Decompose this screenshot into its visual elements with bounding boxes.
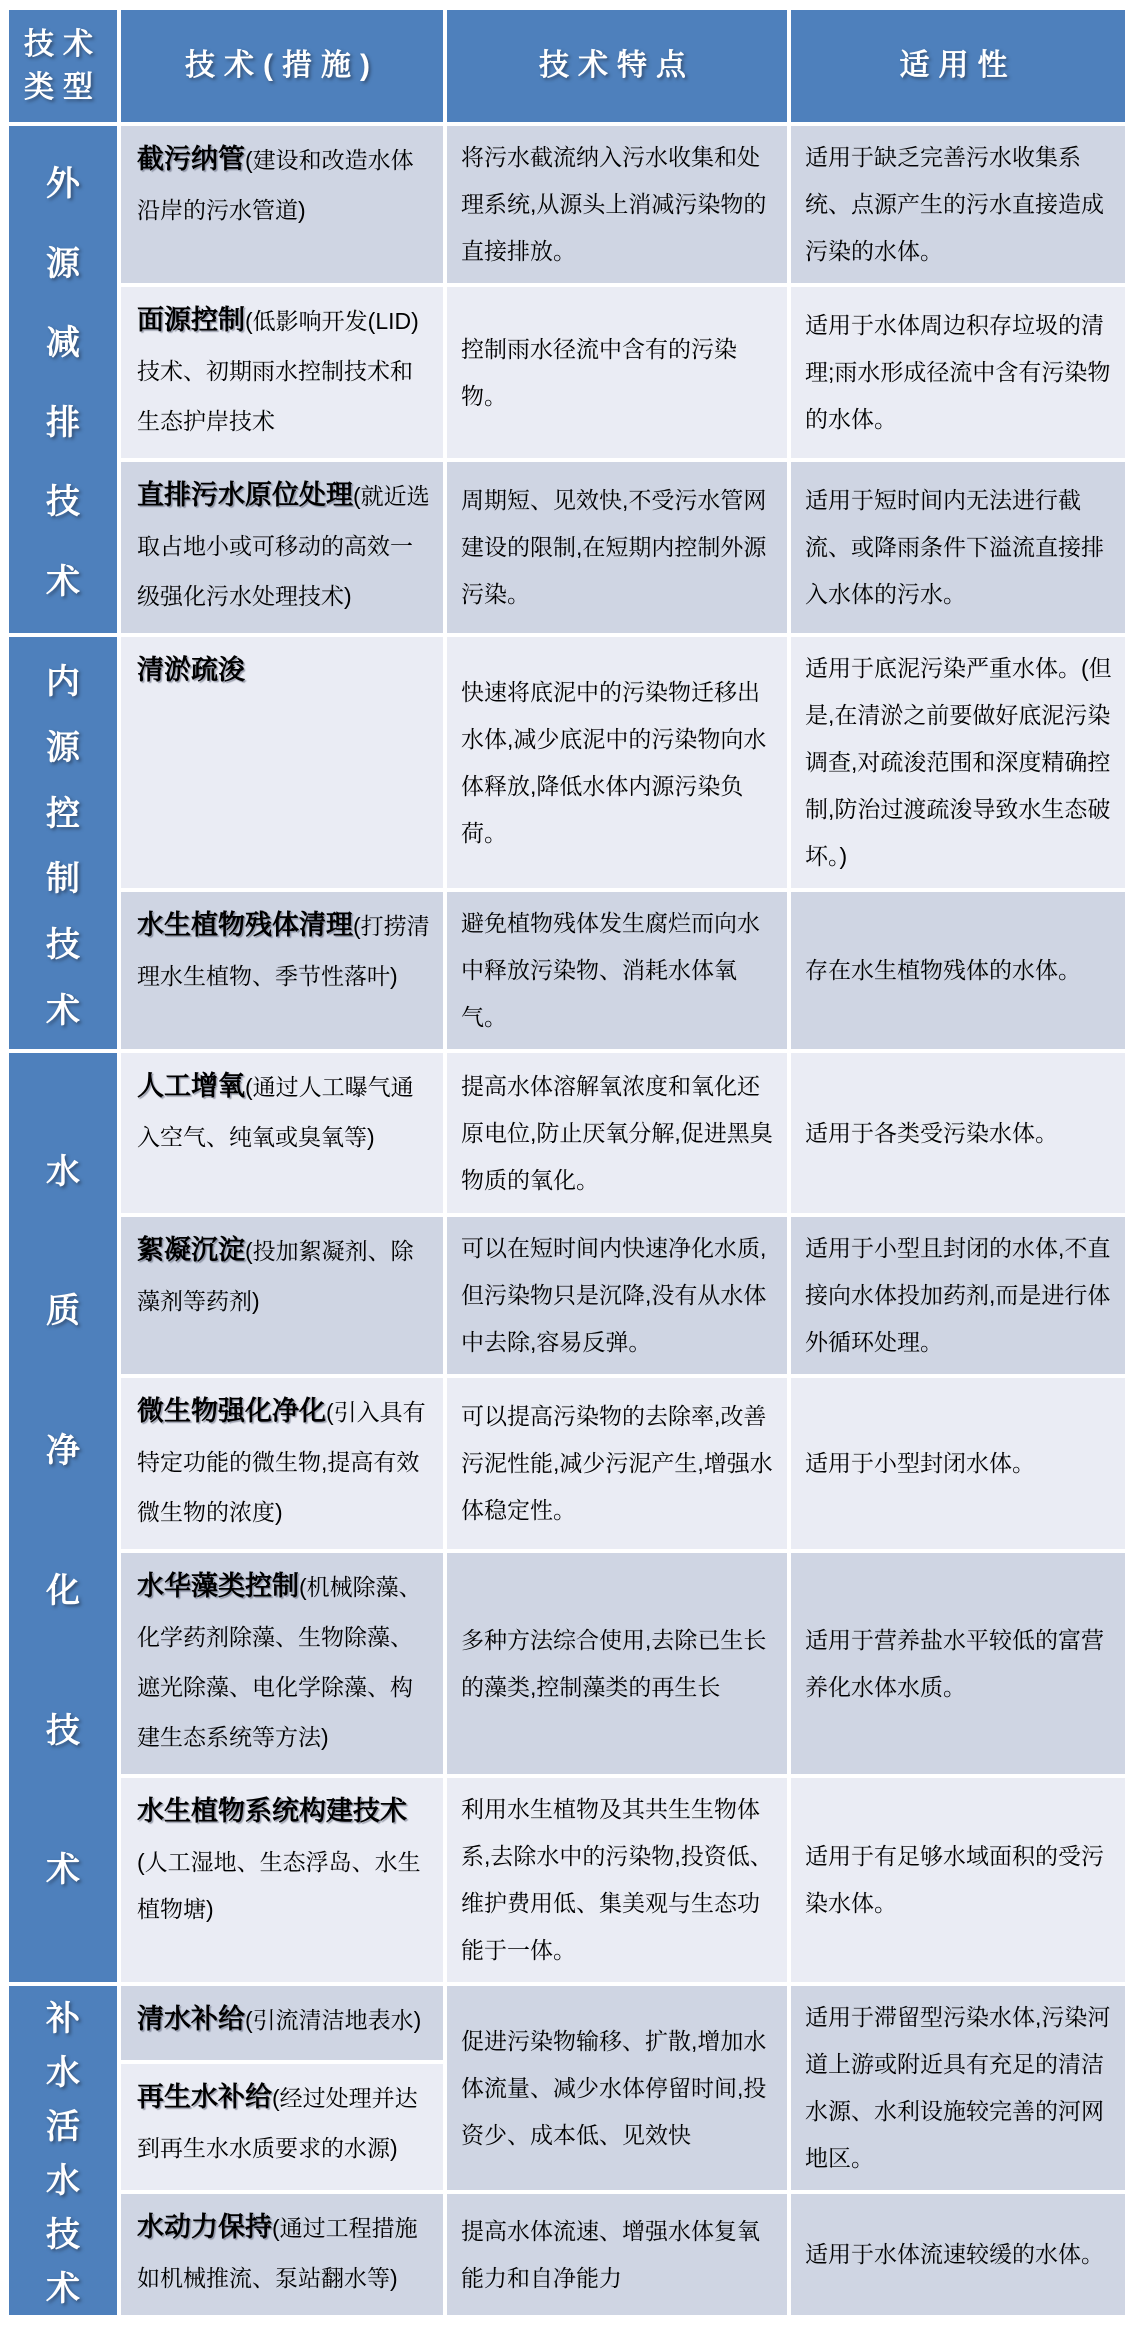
- tech-feature-cell: 可以在短时间内快速净化水质,但污染物只是沉降,没有从水体中去除,容易反弹。: [447, 1217, 787, 1374]
- tech-name-cell: [121, 1378, 443, 1549]
- tech-title: 截污纳管: [137, 144, 245, 174]
- group-type-label: 外 源 减 排 技 术: [46, 165, 80, 601]
- tech-name-cell: [121, 287, 443, 458]
- tech-subtitle: (建设和改造水体沿岸的污水管道): [137, 147, 414, 223]
- tech-subtitle: (引流清洁地表水): [245, 2007, 422, 2033]
- tech-title: 清淤疏浚: [137, 655, 245, 685]
- tech-feature-cell: 多种方法综合使用,去除已生长的藻类,控制藻类的再生长: [447, 1553, 787, 1774]
- tech-name-cell: [121, 892, 443, 1049]
- tech-subtitle: (通过工程措施如机械推流、泵站翻水等): [137, 2215, 418, 2291]
- tech-title: 微生物强化净化: [137, 1396, 326, 1426]
- applicability-cell: 适用于滞留型污染水体,污染河道上游或附近具有充足的清洁水源、水利设施较完善的河网地区。: [791, 1986, 1125, 2190]
- tech-subtitle: (人工湿地、生态浮岛、水生植物塘): [137, 1849, 421, 1922]
- tech-feature-cell: 利用水生植物及其共生生物体系,去除水中的污染物,投资低、维护费用低、集美观与生态功能于一体。: [447, 1778, 787, 1982]
- table-row: [9, 1986, 1125, 2060]
- group-type-label: 内 源 控 制 技 术: [46, 662, 80, 1031]
- applicability-cell: 适用于水体周边积存垃圾的清理;雨水形成径流中含有污染物的水体。: [791, 287, 1125, 458]
- table-row: [9, 1053, 1125, 1213]
- group-type-cell: [9, 1986, 117, 2315]
- group-type-cell: [9, 1053, 117, 1982]
- table-row: [9, 1778, 1125, 1982]
- table-row: [9, 1378, 1125, 1549]
- tech-subtitle: (引入具有特定功能的微生物,提高有效微生物的浓度): [137, 1399, 426, 1525]
- header-cell-measure: 技术(措施): [121, 10, 443, 122]
- header-cell-feature: 技术特点: [447, 10, 787, 122]
- applicability-cell: 适用于各类受污染水体。: [791, 1053, 1125, 1213]
- tech-title: 人工增氧: [137, 1071, 245, 1101]
- table-row: [9, 287, 1125, 458]
- table-row: [9, 462, 1125, 633]
- header-row: [9, 10, 1125, 122]
- tech-name-cell: [121, 126, 443, 283]
- tech-subtitle: (投加絮凝剂、除藻剂等药剂): [137, 1238, 414, 1314]
- group-type-label: 补 水 活 水 技 术: [46, 2000, 80, 2308]
- table-row: [9, 1217, 1125, 1374]
- applicability-cell: 适用于水体流速较缓的水体。: [791, 2194, 1125, 2315]
- tech-name-cell: [121, 1778, 443, 1982]
- tech-subtitle: (低影响开发(LID)技术、初期雨水控制技术和生态护岸技术: [137, 308, 419, 434]
- tech-subtitle: (就近选取占地小或可移动的高效一级强化污水处理技术): [137, 483, 430, 609]
- table-row: [9, 1553, 1125, 1774]
- tech-name-cell: [121, 462, 443, 633]
- tech-name-cell: [121, 1053, 443, 1213]
- tech-subtitle: (打捞清理水生植物、季节性落叶): [137, 913, 430, 989]
- tech-name-cell: [121, 1217, 443, 1374]
- tech-title: 水华藻类控制: [137, 1571, 299, 1601]
- applicability-cell: 适用于有足够水域面积的受污染水体。: [791, 1778, 1125, 1982]
- tech-feature-cell: 周期短、见效快,不受污水管网建设的限制,在短期内控制外源污染。: [447, 462, 787, 633]
- applicability-cell: 存在水生植物残体的水体。: [791, 892, 1125, 1049]
- group-type-cell: [9, 637, 117, 1049]
- tech-title: 水生植物系统构建技术: [137, 1796, 407, 1826]
- tech-title: 絮凝沉淀: [137, 1235, 245, 1265]
- applicability-cell: 适用于小型封闭水体。: [791, 1378, 1125, 1549]
- tech-title: 清水补给: [137, 2004, 245, 2034]
- tech-feature-cell: 促进污染物输移、扩散,增加水体流量、减少水体停留时间,投资少、成本低、见效快: [447, 1986, 787, 2190]
- tech-subtitle: (通过人工曝气通入空气、纯氧或臭氧等): [137, 1074, 414, 1150]
- applicability-cell: 适用于缺乏完善污水收集系统、点源产生的污水直接造成污染的水体。: [791, 126, 1125, 283]
- table-row: [9, 637, 1125, 888]
- tech-name-cell: [121, 1986, 443, 2060]
- tech-title: 水生植物残体清理: [137, 910, 353, 940]
- table-row: [9, 892, 1125, 1049]
- applicability-cell: 适用于短时间内无法进行截流、或降雨条件下溢流直接排入水体的污水。: [791, 462, 1125, 633]
- tech-subtitle: (机械除藻、化学药剂除藻、生物除藻、遮光除藻、电化学除藻、构建生态系统等方法): [137, 1574, 422, 1750]
- applicability-cell: 适用于营养盐水平较低的富营养化水体水质。: [791, 1553, 1125, 1774]
- tech-title: 再生水补给: [137, 2081, 272, 2112]
- group-type-cell: [9, 126, 117, 633]
- tech-feature-cell: 将污水截流纳入污水收集和处理系统,从源头上消减污染物的直接排放。: [447, 126, 787, 283]
- tech-feature-cell: 提高水体流速、增强水体复氧能力和自净能力: [447, 2194, 787, 2315]
- tech-title: 水动力保持: [137, 2212, 272, 2242]
- table-row: [9, 126, 1125, 283]
- tech-feature-cell: 提高水体溶解氧浓度和氧化还原电位,防止厌氧分解,促进黑臭物质的氧化。: [447, 1053, 787, 1213]
- applicability-cell: 适用于小型且封闭的水体,不直接向水体投加药剂,而是进行体外循环处理。: [791, 1217, 1125, 1374]
- tech-name-cell: [121, 2194, 443, 2315]
- tech-name-cell: [121, 637, 443, 888]
- applicability-cell: 适用于底泥污染严重水体。(但是,在清淤之前要做好底泥污染调查,对疏浚范围和深度精确控制,防治过渡疏浚导致水生态破坏。): [791, 637, 1125, 888]
- table-row: [9, 2194, 1125, 2315]
- tech-feature-cell: 快速将底泥中的污染物迁移出水体,减少底泥中的污染物向水体释放,降低水体内源污染负荷。: [447, 637, 787, 888]
- tech-feature-cell: 避免植物残体发生腐烂而向水中释放污染物、消耗水体氧气。: [447, 892, 787, 1049]
- tech-feature-cell: 控制雨水径流中含有的污染物。: [447, 287, 787, 458]
- tech-feature-cell: 可以提高污染物的去除率,改善污泥性能,减少污泥产生,增强水体稳定性。: [447, 1378, 787, 1549]
- group-type-label: 水 质 净 化 技 术: [46, 1152, 80, 1890]
- tech-name-cell: [121, 1553, 443, 1774]
- header-cell-type: 技术类型: [9, 10, 117, 122]
- tech-name-cell: [121, 2064, 443, 2190]
- tech-subtitle: (经过处理并达到再生水水质要求的水源): [137, 2084, 418, 2161]
- tech-title: 面源控制: [137, 305, 245, 335]
- header-cell-applicability: 适用性: [791, 10, 1125, 122]
- tech-title: 直排污水原位处理: [137, 480, 353, 510]
- technology-table: [5, 6, 1129, 2319]
